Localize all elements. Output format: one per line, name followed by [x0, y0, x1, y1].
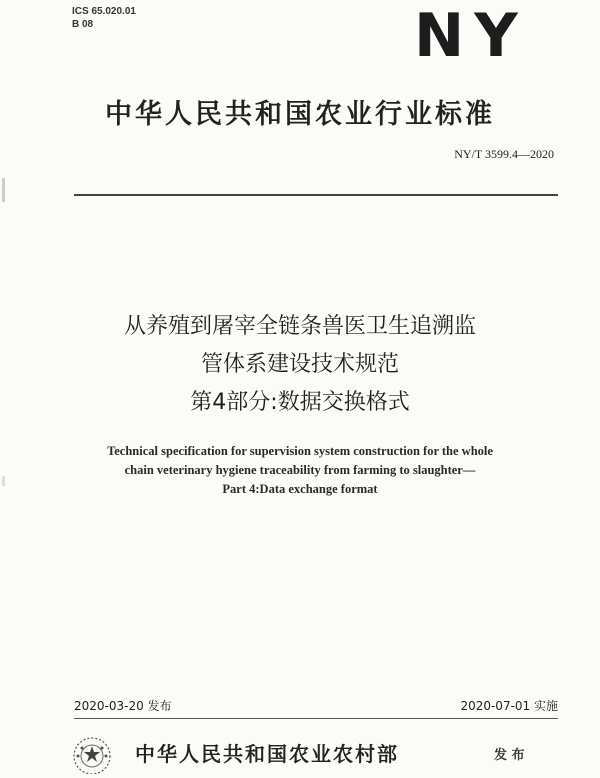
standard-code: NY/T 3599.4—2020 [454, 147, 554, 161]
ics-code: ICS 65.020.01 [72, 6, 136, 17]
national-emblem-icon [62, 734, 122, 774]
scan-artifact [2, 476, 5, 486]
ny-logo: NY [414, 1, 528, 71]
english-title-line: Part 4:Data exchange format [222, 482, 378, 496]
implementation-date: 2020-07-01 实施 [460, 699, 558, 713]
ccs-code: B 08 [72, 19, 94, 30]
english-title-line: chain veterinary hygiene traceability from farming to slaughter— [124, 463, 476, 477]
english-title-line: Technical specification for supervision system construction for the whole [107, 444, 493, 458]
scan-artifact [2, 178, 5, 202]
standard-category-title: 中华人民共和国农业行业标准 [105, 99, 495, 130]
header-divider [74, 194, 558, 196]
chinese-title-line: 从养殖到屠宰全链条兽医卫生追溯监 [123, 314, 476, 339]
publisher-name: 中华人民共和国农业农村部 [135, 742, 399, 766]
chinese-title [0, 308, 600, 422]
footer-divider [74, 718, 558, 719]
english-title [60, 442, 540, 499]
chinese-title-line: 管体系建设技术规范 [200, 352, 399, 377]
chinese-title-line: 第4部分:数据交换格式 [190, 390, 410, 415]
issue-date: 2020-03-20 发布 [74, 699, 172, 713]
publish-label: 发 布 [494, 748, 525, 763]
